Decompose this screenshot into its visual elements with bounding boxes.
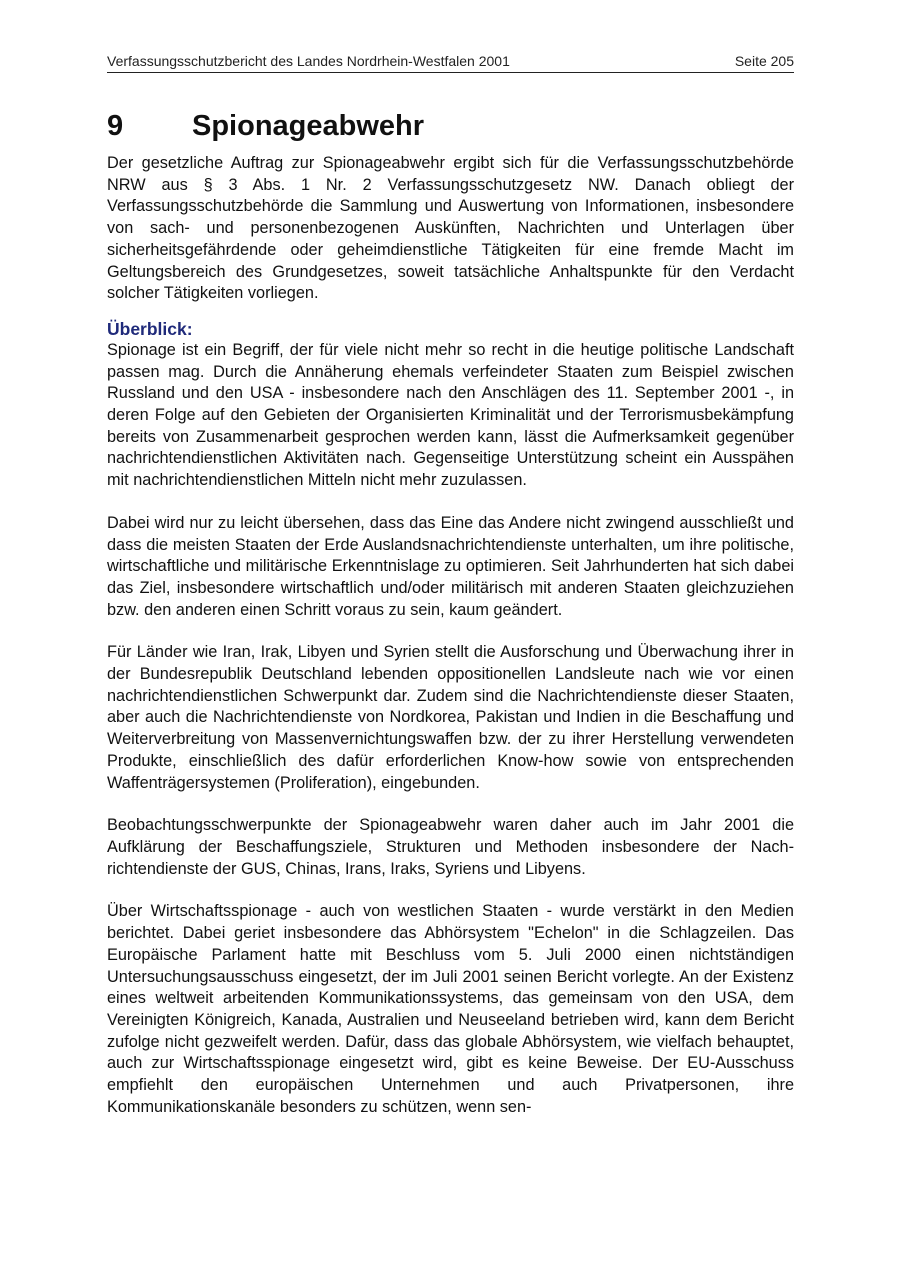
intro-paragraph: Der gesetzliche Auftrag zur Spionageabwehr ergibt sich für die Verfassungsschutzbehörde NRW aus § 3 Abs. 1 Nr. 2 Verfassungsschutzgesetz NW. Danach obliegt der Verfassungsschutzbehörde die Sammlung und Auswertung von Informationen, insbesondere von sach- und personenbezogenen Auskünften, Nachrichten und Unterlagen über sicherheitsgefährdende oder geheimdienstliche Tätigkeiten für eine fremde Macht im Geltungsbereich des Grundgesetzes, soweit tatsächliche Anhaltspunkte für den Verdacht solcher Tätigkeiten vorliegen. <box>107 154 794 303</box>
overview-paragraph-5: Über Wirtschaftsspionage - auch von westlichen Staaten - wurde verstärkt in den Medien berichtet. Dabei geriet insbesondere das Abhörsystem "Echelon" in die Schlagzeilen. Das Europäische Parlament hatte mit Beschluss vom 5. Juli 2000 einen nichtständigen Untersuchungsausschuss eingesetzt, der im Juli 2001 seinen Bericht vorlegte. An der Existenz eines weltweit arbeitenden Kommunikationssystems, das gemeinsam von den USA, dem Vereinigten Königreich, Kanada, Australien und Neuseeland betrieben wird, kann dem Bericht zufolge nicht gezweifelt werden. Dafür, dass das globale Abhörsystem, wie vielfach behauptet, auch zur Wirtschaftsspionage eingesetzt wird, gibt es keine Beweise. Der EU-Ausschuss empfiehlt den europäischen Unternehmen und auch Privatpersonen, ihre Kommunikationskanäle besonders zu schützen, wenn sen- <box>107 902 794 1116</box>
overview-paragraph-3: Für Länder wie Iran, Irak, Libyen und Syrien stellt die Ausforschung und Überwachung ihrer in der Bundesrepublik Deutschland lebenden oppositionellen Landsleute nach wie vor einen nachrichtendienstlichen Schwerpunkt dar. Zudem sind die Nachrichtendienste dieser Staaten, aber auch die Nachrichtendienste von Nordkorea, Pakistan und Indien in die Beschaffung und Weiterverbreitung von Massenvernichtungswaffen bzw. der zu ihrer Herstellung verwendeten Produkte, einschließlich des dafür erforderlichen Know-how sowie von entsprechenden Waffenträgersystemen (Proliferation), eingebunden. <box>107 643 794 792</box>
running-header <box>107 52 794 73</box>
document-page <box>107 52 794 1118</box>
chapter-heading <box>107 109 794 143</box>
overview-paragraph-4: Beobachtungsschwerpunkte der Spionageabwehr waren daher auch im Jahr 2001 die Aufklärung der Beschaffungsziele, Strukturen und Methoden insbesondere der Nachrichtendienste der GUS, Chinas, Irans, Iraks, Syriens und Libyens. <box>107 816 794 878</box>
chapter-number: 9 <box>107 110 124 142</box>
overview-paragraph-2: Dabei wird nur zu leicht übersehen, dass das Eine das Andere nicht zwingend ausschließt und dass die meisten Staaten der Erde Auslandsnachrichtendienste unterhalten, um ihre politische, wirtschaftliche und militärische Erkenntnislage zu optimieren. Seit Jahrhunderten hat sich dabei das Ziel, insbesondere wirtschaftlich und/oder militärisch mit anderen Staaten gleichzuziehen bzw. den anderen einen Schritt voraus zu sein, kaum geändert. <box>107 513 794 619</box>
page-number: Seite 205 <box>734 53 794 69</box>
chapter-title: Spionageabwehr <box>192 110 425 142</box>
header-title: Verfassungsschutzbericht des Landes Nordrhein-Westfalen 2001 <box>107 53 510 69</box>
section-heading-overview: Überblick: <box>107 318 193 339</box>
overview-paragraph-1: Spionage ist ein Begriff, der für viele nicht mehr so recht in die heutige politische Landschaft passen mag. Durch die Annäherung ehemals verfeindeter Staaten zum Beispiel zwischen Russland und den USA - insbesondere nach den Anschlägen des 11. September 2001 -, in deren Folge auf den Gebieten der Organisierten Kriminalität und der Terrorismusbekämpfung bereits von Zusammenarbeit gesprochen werden kann, lässt die Aufmerksamkeit gegenüber nachrichtendienstlichen Aktivitäten nach. Gegenseitige Unterstützung scheint ein Ausspähen mit nachrichtendienstlichen Mitteln nicht mehr zuzulassen. <box>107 340 794 490</box>
